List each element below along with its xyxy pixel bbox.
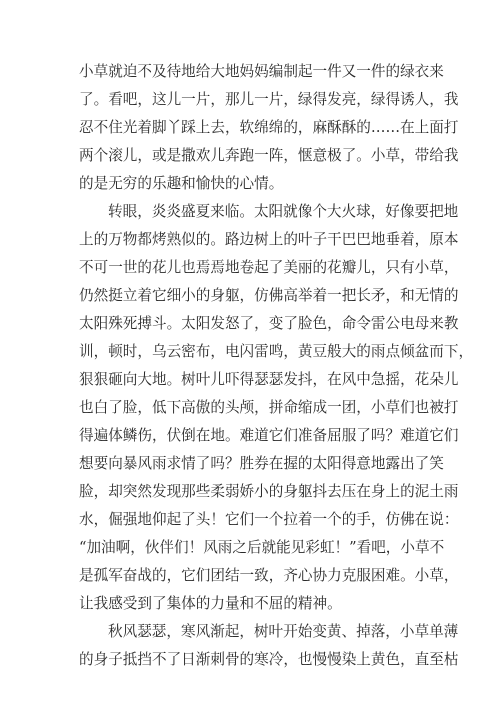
text-line: 狠狠砸向大地。树叶儿吓得瑟瑟发抖，在风中急摇，花朵儿 xyxy=(79,371,459,388)
text-line: 太阳殊死搏斗。太阳发怒了，变了脸色，命令雷公电母来教 xyxy=(79,315,459,332)
text-line: 了。看吧，这儿一片，那儿一片，绿得发亮，绿得诱人，我 xyxy=(79,91,459,108)
text-line: 得遍体鳞伤，伏倒在地。难道它们准备屈服了吗？难道它们 xyxy=(79,427,459,444)
text-line: 脸，却突然发现那些柔弱娇小的身躯抖去压在身上的泥土雨 xyxy=(79,483,459,500)
text-line: 转眼，炎炎盛夏来临。太阳就像个大火球，好像要把地 xyxy=(108,203,459,220)
text-line: 秋风瑟瑟，寒风渐起，树叶开始变黄、掉落，小草单薄 xyxy=(108,623,459,640)
text-line: 水，倔强地仰起了头！它们一个拉着一个的手，仿佛在说： xyxy=(79,511,459,528)
text-line: 想要向暴风雨求情了吗？胜券在握的太阳得意地露出了笑 xyxy=(79,455,444,472)
text-line: 不可一世的花儿也焉焉地卷起了美丽的花瓣儿，只有小草， xyxy=(79,259,459,276)
text-line: 小草就迫不及待地给大地妈妈编制起一件又一件的绿衣来 xyxy=(79,63,444,80)
text-line: “加油啊，伙伴们！风雨之后就能见彩虹！”看吧，小草不 xyxy=(79,539,445,556)
text-line: 两个滚儿，或是撒欢儿奔跑一阵，惬意极了。小草，带给我 xyxy=(79,147,459,164)
text-line: 也白了脸，低下高傲的头颅，拼命缩成一团，小草们也被打 xyxy=(79,399,459,416)
text-line: 的身子抵挡不了日渐刺骨的寒冷，也慢慢染上黄色，直至枯 xyxy=(79,651,459,668)
text-line: 让我感受到了集体的力量和不屈的精神。 xyxy=(79,595,342,612)
text-line: 的是无穷的乐趣和愉快的心情。 xyxy=(79,175,284,192)
text-line: 上的万物都烤熟似的。路边树上的叶子干巴巴地垂着，原本 xyxy=(79,231,459,248)
text-line: 忍不住光着脚丫踩上去，软绵绵的，麻酥酥的……在上面打 xyxy=(79,119,459,136)
text-line: 仍然挺立着它细小的身躯，仿佛高举着一把长矛，和无情的 xyxy=(79,287,459,304)
text-line: 训，顿时，乌云密布，电闪雷鸣，黄豆般大的雨点倾盆而下， xyxy=(79,343,474,360)
text-line: 是孤军奋战的，它们团结一致，齐心协力克服困难。小草， xyxy=(79,567,459,584)
